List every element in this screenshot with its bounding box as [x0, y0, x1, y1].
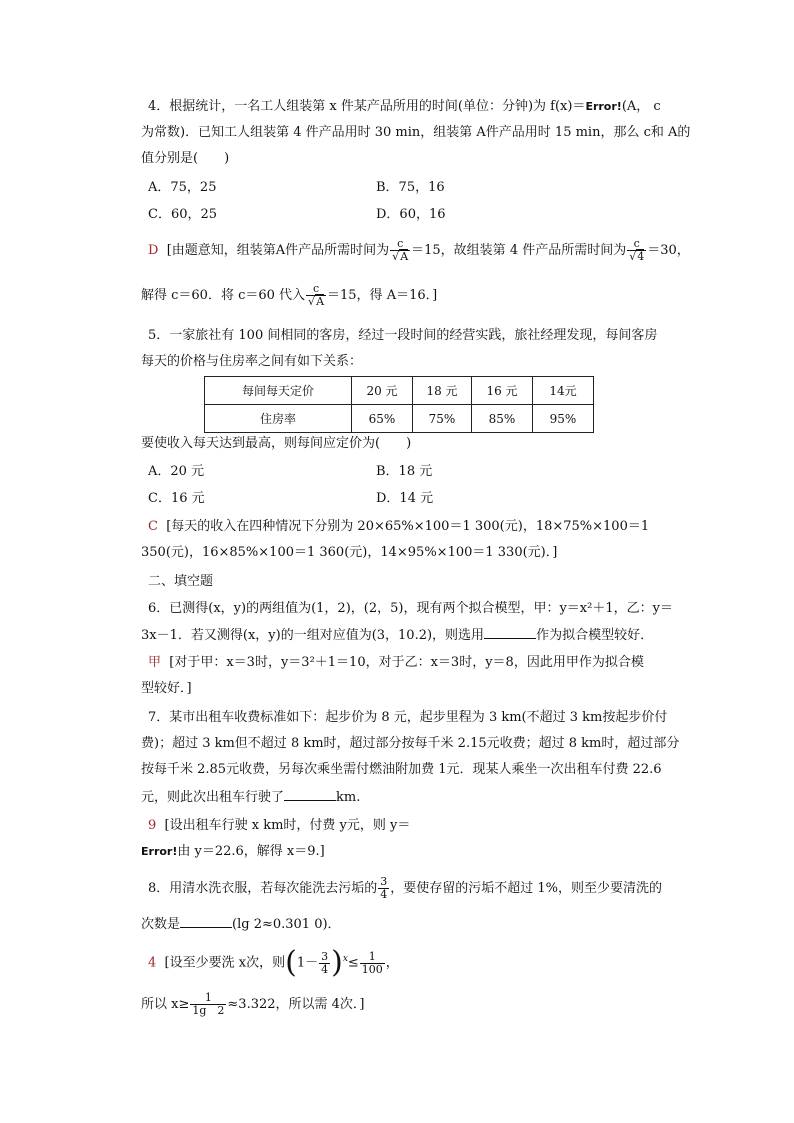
table-cell: 住房率 — [205, 405, 352, 433]
q5-option-c: C．16 元 — [148, 491, 205, 506]
q4-line1: 4．根据统计，一名工人组装第 x 件某产品所用的时间(单位：分钟)为 f(x)＝Error!(A， c — [148, 99, 661, 114]
q4-solution-line1: D [由题意知，组装第A件产品所需时间为 $\frac{c}{√A}$ ＝15，故组装第 4 件产品所需时间为 $\frac{c}{√4}$ ＝30， — [148, 237, 690, 263]
q8-solution-line1: 4 [设至少要洗 x次，则(1－ $\frac{3}{4}$ )$^x$≤ $\frac{1}{100}$ ， — [148, 945, 399, 980]
fraction: $\frac{3}{4}$ — [380, 875, 388, 901]
q5-answer: C — [148, 519, 158, 534]
table-cell: 65% — [352, 405, 413, 433]
q7-solution-line1: 9 [设出租车行驶 x km时，付费 y元，则 y＝ — [148, 818, 411, 833]
answer-blank — [180, 915, 232, 928]
fraction: $\frac{1}{100}$ — [361, 949, 383, 976]
table-cell: 20 元 — [352, 377, 413, 405]
q4-option-c: C．60，25 — [148, 207, 218, 222]
q4-line2: 为常数)．已知工人组装第 4 件产品用时 30 min，组装第 A件产品用时 15 min，那么 c和 A的 — [141, 125, 691, 140]
table-cell: 18 元 — [413, 377, 472, 405]
q4-option-b: B．75，16 — [376, 180, 445, 195]
error-text: Error! — [141, 845, 178, 858]
table-cell: 95% — [533, 405, 594, 433]
q7-line3: 按每千米 2.85元收费，另每次乘坐需付燃油附加费 1元．现某人乘坐一次出租车付费 22.6 — [141, 762, 662, 777]
q6-answer: 甲 — [148, 655, 162, 670]
table-cell: 16 元 — [472, 377, 533, 405]
q8-line1: 8．用清水洗衣服，若每次能洗去污垢的 $\frac{3}{4}$ ，要使存留的污垢不超过 1%，则至少要清洗的 — [148, 875, 663, 901]
section-title: 二、填空题 — [148, 574, 214, 589]
q4-line3: 值分别是( ) — [141, 151, 230, 166]
q5-solution-line2: 350(元)，16×85%×100＝1 360(元)，14×95%×100＝1 330(元)．] — [141, 545, 558, 560]
q5-solution-line1: C [每天的收入在四种情况下分别为 20×65%×100＝1 300(元)，18×75%×100＝1 — [148, 519, 650, 534]
table-row — [205, 377, 594, 405]
q7-solution-line2: Error!由 y＝22.6，解得 x＝9.] — [141, 844, 325, 859]
q6-line2: 3x－1．若又测得(x，y)的一组对应值为(3，10.2)，则选用 作为拟合模型较好． — [141, 628, 654, 643]
fraction: $\frac{c}{√A}$ — [392, 237, 409, 263]
q7-line1: 7．某市出租车收费标准如下：起步价为 8 元，起步里程为 3 km(不超过 3 km按起步价付 — [148, 710, 668, 725]
answer-blank — [484, 626, 536, 639]
table-cell: 14元 — [533, 377, 594, 405]
q8-answer: 4 — [148, 955, 157, 971]
error-text: Error! — [585, 100, 622, 113]
answer-blank — [284, 788, 336, 801]
q8-solution-line2: 所以 x≥ $\frac{1}{1g 2}$ ≈3.322，所以需 4次．] — [141, 991, 365, 1017]
q4-answer: D — [148, 243, 159, 258]
q6-line1: 6．已测得(x，y)的两组值为(1，2)，(2，5)，现有两个拟合模型，甲：y＝x²＋1，乙：y＝ — [148, 601, 673, 616]
fraction: $\frac{c}{√4}$ — [629, 237, 645, 263]
q6-solution-line1: 甲 [对于甲：x＝3时，y＝3²＋1＝10，对于乙：x＝3时，y＝8，因此用甲作为拟合模 — [148, 655, 644, 670]
q8-line2: 次数是 (lg 2≈0.301 0)． — [141, 917, 341, 932]
q4-solution-line2: 解得 c＝60．将 c＝60 代入 $\frac{c}{√A}$ ＝15，得 A＝16．] — [141, 282, 438, 308]
q5-line3: 要使收入每天达到最高，则每间应定价为( ) — [141, 436, 412, 451]
table-cell: 每间每天定价 — [205, 377, 352, 405]
q5-option-b: B．18 元 — [376, 464, 433, 479]
q5-option-d: D．14 元 — [376, 491, 434, 506]
price-occupancy-table — [204, 376, 594, 433]
q5-option-a: A．20 元 — [148, 464, 205, 479]
fraction: $\frac{c}{√A}$ — [308, 282, 325, 308]
fraction: $\frac{1}{1g 2}$ — [192, 991, 225, 1017]
q7-answer: 9 — [148, 818, 157, 833]
q4-option-a: A．75，25 — [148, 180, 217, 195]
table-row — [205, 405, 594, 433]
q5-line2: 每天的价格与住房率之间有如下关系： — [141, 354, 363, 369]
q6-solution-line2: 型较好．] — [141, 681, 192, 696]
table-cell: 85% — [472, 405, 533, 433]
q5-line1: 5．一家旅社有 100 间相同的客房，经过一段时间的经营实践，旅社经理发现，每间客房 — [148, 328, 658, 343]
q7-line4: 元，则此次出租车行驶了 km. — [141, 790, 361, 805]
table-cell: 75% — [413, 405, 472, 433]
q7-line2: 费)；超过 3 km但不超过 8 km时，超过部分按每千米 2.15元收费；超过 8 km时，超过部分 — [141, 736, 680, 751]
fraction: $\frac{3}{4}$ — [321, 949, 329, 976]
q4-option-d: D．60，16 — [376, 207, 446, 222]
